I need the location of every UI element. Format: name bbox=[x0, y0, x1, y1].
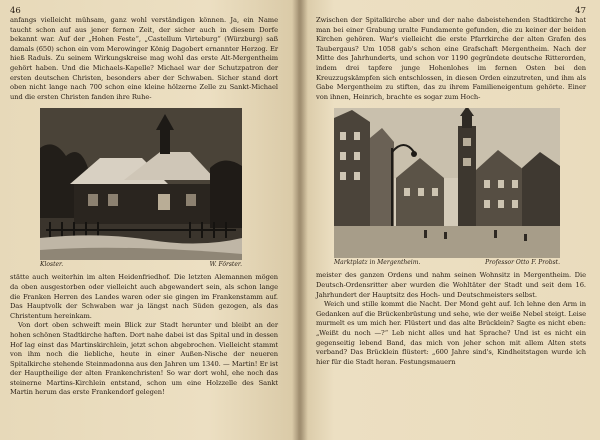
figure-caption: Marktplatz in Mergentheim. bbox=[334, 259, 421, 267]
body-text: Zwischen der Spitalkirche aber und der nahe dabeistehenden Stadtkirche hat man bei einer Grabung uralte Fundamente gefunden, die zu keiner der beiden Kirchen gehören. War's vielleicht die erste Pfarrkirche der alten Grafen des Taubergaus? Um 1058 gab's schon eine Grafschaft Mergentheim. Nach der Mitte des Jahrhunderts, und schon vor 1190 gegründete deutsche Ritterorden, indem drei tapfere junge Hohenlohes im fernen Osten bei den Kreuzzugskämpfen sich entschlossen, in diesen Orden einzutreten, und ihm als Gabe Mergentheim zu stiften, das zu ihrem Familieneigentum gehörte. Einer von ihnen, Heinrich, brachte es sogar zum Hoch- bbox=[316, 16, 586, 101]
figure-caption: Kloster. bbox=[40, 261, 64, 269]
body-text: stätte auch weiterhin im alten Heidenfriedhof. Die letzten Alemannen mögen da oben ausgestorben oder vielleicht auch abgewandert sein, als schon lange die Franken Herren des Landes waren oder sie gingen im Frankenstamm auf. Das Hauptvolk der Schwaben war ja längst nach Süden gezogen, als das Christentum hereinkam. bbox=[10, 273, 278, 320]
body-text: Weich und stille kommt die Nacht. Der Mond geht auf. Ich lehne den Arm in Gedanken auf die Brückenbrüstung und sehe, wie der weiße Nebel steigt. Leise murmelt es um mich her. Flüstert und das alte Brücklein? Sagte es nicht eben: „Weißt du noch —?“ Leb nicht alles und hat Sprache? Und ist es nicht ein gegenseitig lebend Band, das mich von jeher schon mit allem Alten stets verband? Das Brücklein flüstert: „600 Jahre sind's, Kindheitstagen wurde ich hier für die Stadt heran. Festungsmauern bbox=[316, 300, 586, 366]
engraving-kloster bbox=[40, 108, 242, 260]
engraving-marktplatz bbox=[334, 108, 560, 258]
figure-kloster bbox=[10, 108, 278, 269]
left-page bbox=[0, 0, 298, 440]
page-number: 47 bbox=[575, 6, 586, 16]
body-text: Von dort oben schweift mein Blick zur Stadt herunter und bleibt an der hohen schönen Stadtkirche haften. Dort nahe dabei ist das Spital und in dessen Hof lag einst das Martinskirchlein, jetzt schon abgebrochen. Vielleicht stammt von ihm noch die liebliche, heute in einer Außen-Nische der neueren Spitalkirche stehende Steinmadonna aus den Jahren um 1340. — Martin! Er ist der Hauptheilige der alten Frankenchristen! So war dort wohl, ehe noch das steinerne Martins-Kirchlein entstand, schon um eine Holzzelle des Sankt Martin herum das erste Frankendorf gelegen! bbox=[10, 321, 278, 397]
figure-artist: Professor Otto F. Probst. bbox=[485, 259, 560, 267]
body-text: anfangs vielleicht mühsam, ganz wohl verständigen können. Ja, ein Name taucht schon auf aus jener fernen Zeit, der sicher auch in diesem Dorfe bekannt war. Auf der „Hohen Feste“, „Castellum Virteburg“ (Würzburg) saß damals (650) schon ein vom Merowinger König Dagobert ernannter Herzog. Er hieß Raduls. Zu seinem Wirkungskreise mag wohl das erste Alt-Mergentheim gehört haben. Und die Michaels-Kapelle? Michael war der Schutzpatron der ersten deutschen Christen, besonders aber der Schwaben. Sicher stand dort oben nicht lange nach 700 schon eine kleine hölzerne Zelle zu Sankt-Michael und die ersten Christen fanden ihre Ruhe- bbox=[10, 16, 278, 101]
figure-artist: W. Förster. bbox=[209, 261, 242, 269]
figure-marktplatz bbox=[316, 108, 586, 267]
page-number: 46 bbox=[10, 6, 21, 16]
body-text: meister des ganzen Ordens und nahm seinen Wohnsitz in Mergentheim. Die Deutsch-Ordensritter aber wurden die Wohltäter der Stadt und seit dem 16. Jahrhundert der Hauptsitz des Hoch- und Deutschmeisters selbst. bbox=[316, 271, 586, 299]
right-page bbox=[298, 0, 600, 440]
